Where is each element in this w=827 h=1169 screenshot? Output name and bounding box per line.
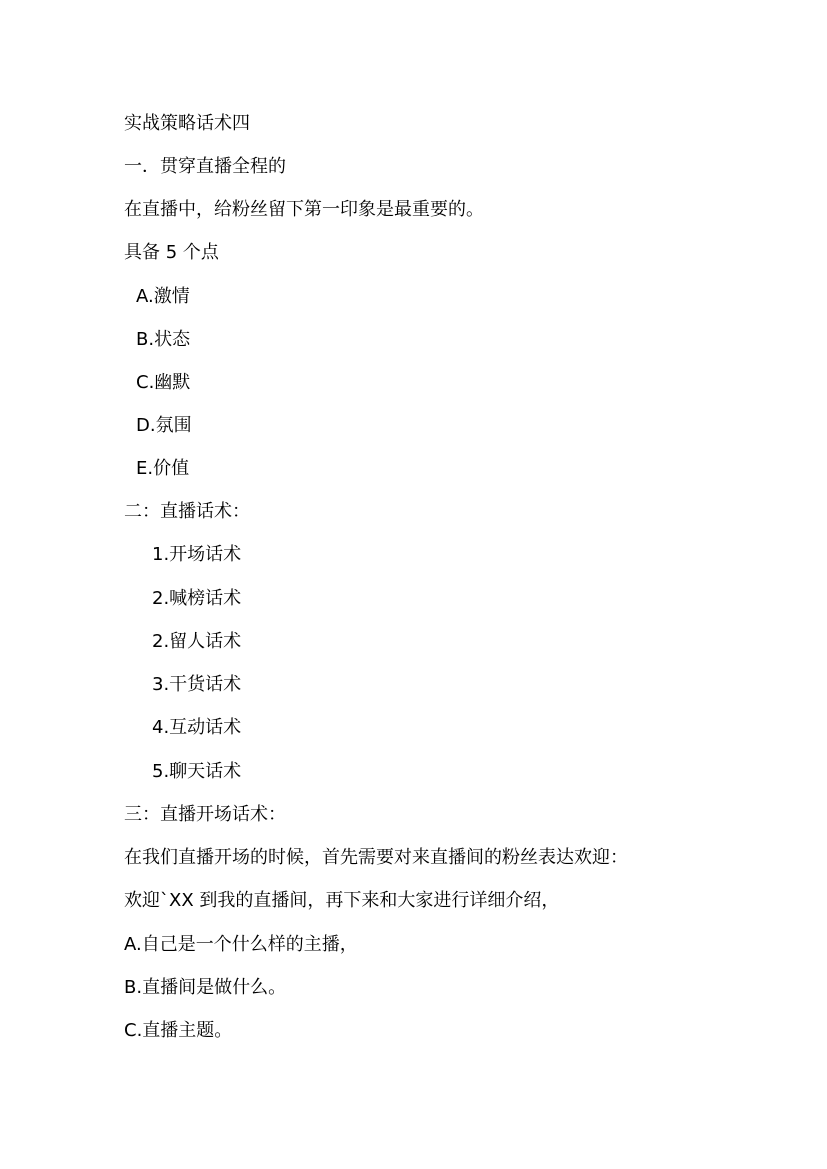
list-item-script: 4.互动话术: [152, 717, 242, 738]
list-item-script: 3.干货话术: [152, 674, 242, 695]
list-item-script: 2.留人话术: [152, 631, 242, 652]
paragraph: 欢迎`XX 到我的直播间，再下来和大家进行详细介绍，: [124, 890, 560, 911]
section-heading-3: 三：直播开场话术：: [124, 804, 286, 825]
points-intro: 具备 5 个点: [124, 242, 219, 263]
list-item-script: 2.喊榜话术: [152, 588, 242, 609]
paragraph-first-impression: 在直播中，给粉丝留下第一印象是最重要的。: [124, 199, 484, 220]
section-heading-2: 二：直播话术：: [124, 501, 250, 522]
list-item-point: E.价值: [136, 458, 190, 479]
paragraph: 在我们直播开场的时候，首先需要对来直播间的粉丝表达欢迎：: [124, 847, 628, 868]
document-title: 实战策略话术四: [124, 113, 250, 134]
paragraph: B.直播间是做什么。: [124, 977, 287, 998]
list-item-point: A.激情: [136, 286, 190, 307]
paragraph: A.自己是一个什么样的主播，: [124, 934, 358, 955]
paragraph: C.直播主题。: [124, 1020, 233, 1041]
list-item-point: B.状态: [136, 329, 191, 350]
list-item-script: 1.开场话术: [152, 544, 242, 565]
list-item-script: 5.聊天话术: [152, 761, 242, 782]
section-heading-1: 一．贯穿直播全程的: [124, 156, 286, 177]
list-item-point: C.幽默: [136, 372, 191, 393]
list-item-point: D.氛围: [136, 415, 192, 436]
